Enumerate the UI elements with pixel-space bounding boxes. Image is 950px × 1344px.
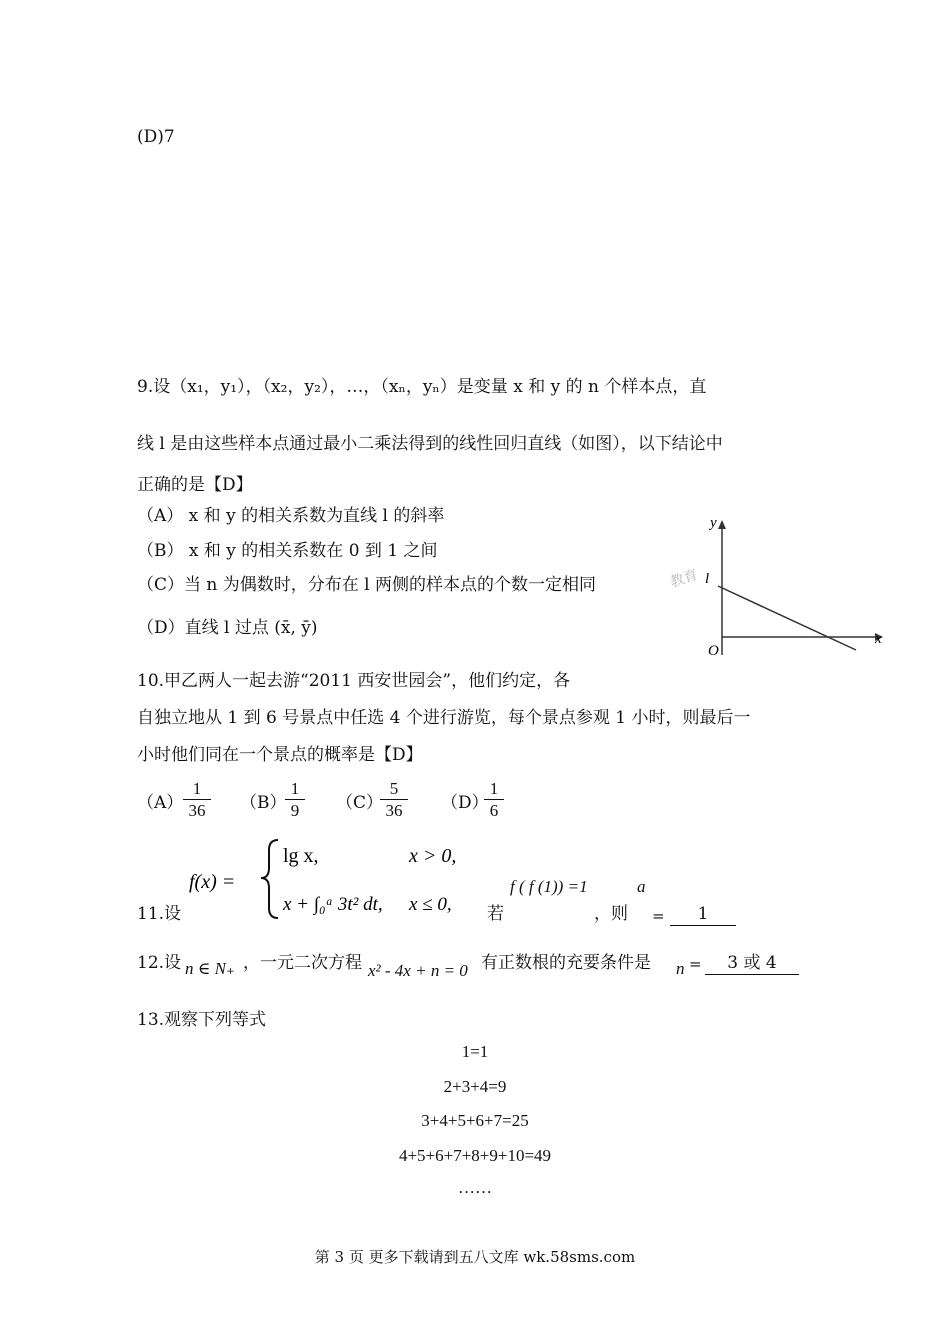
q10-stem-line1: 10.甲乙两人一起去游“2011 西安世园会”，他们约定，各 (137, 671, 571, 691)
q11-variable: a (637, 877, 646, 896)
q10-option-c-fraction: $\frac{5}{36}$ (380, 779, 408, 822)
q10-option-d-label: （D） (441, 793, 489, 813)
case-1-condition: x > 0, (409, 845, 457, 867)
q13-equation-3: 3+4+5+6+7=25 (421, 1111, 529, 1130)
origin-label: O (708, 643, 719, 659)
q10-option-b-label: （B） (240, 793, 287, 813)
y-axis-label: y (710, 515, 717, 531)
q10-option-d-fraction: $\frac{1}{6}$ (484, 779, 504, 822)
q12-variable: n (676, 959, 685, 978)
prev-option-d: (D)7 (137, 127, 175, 147)
q9-option-c: （C）当 n 为偶数时，分布在 l 两侧的样本点的个数一定相同 (137, 575, 597, 595)
piecewise-function (183, 832, 483, 924)
q9-option-d: （D）直线 l 过点 (x̄, ȳ) (137, 618, 318, 638)
q11-answer: 1 (670, 903, 736, 926)
q9-option-b: （B） x 和 y 的相关系数在 0 到 1 之间 (137, 541, 438, 561)
q10-stem-line3: 小时他们同在一个景点的概率是【D】 (137, 745, 423, 765)
case-2-expression: x + ∫₀ᵃ 3t² dt, (283, 894, 383, 915)
left-brace-icon (261, 840, 278, 918)
q9-stem-line1: 9.设（x₁，y₁），（x₂，y₂），…，（xₙ，yₙ）是变量 x 和 y 的 n 个样本点，直 (137, 377, 707, 397)
q9-option-a: （A） x 和 y 的相关系数为直线 l 的斜率 (137, 506, 445, 526)
case-2-condition: x ≤ 0, (409, 894, 452, 915)
q10-stem-line2: 自独立地从 1 到 6 号景点中任选 4 个进行游览，每个景点参观 1 小时，则最后一 (137, 708, 751, 728)
q9-stem-line3: 正确的是【D】 (137, 475, 253, 495)
q13-equation-2: 2+3+4=9 (443, 1077, 507, 1096)
q10-option-b-fraction: $\frac{1}{9}$ (285, 779, 305, 822)
y-axis-arrow-icon (718, 520, 726, 529)
line-label: l (705, 571, 710, 587)
q10-option-a-fraction: $\frac{1}{36}$ (183, 779, 211, 822)
q12-answer-blank (705, 952, 799, 975)
q12-answer: 3 或 4 (705, 952, 799, 975)
page-footer: 第 3 页 更多下载请到五八文库 wk.58sms.com (314, 1248, 636, 1266)
q12-tail: 有正数根的充要条件是 (481, 953, 651, 973)
q13-ellipsis: …… (458, 1178, 492, 1197)
q11-prefix: 11.设 (137, 904, 182, 924)
q11-condition: f ( f (1)) =1 (510, 877, 588, 896)
q12-equals: = (689, 955, 702, 973)
q11-equals: = (652, 907, 665, 925)
regression-figure (650, 515, 890, 665)
q9-stem-tail: 是变量 x 和 y 的 n 个样本点，直 (456, 377, 707, 397)
q12-mid: ，一元二次方程 (243, 953, 362, 973)
q12-equation: x² - 4x + n = 0 (368, 961, 468, 980)
function-name: f(x) = (189, 871, 236, 893)
q11-then: ，则 (594, 904, 628, 924)
q10-option-a-label: （A） (137, 793, 184, 813)
q13-equation-1: 1=1 (461, 1042, 489, 1061)
q13-equation-4: 4+5+6+7+8+9+10=49 (398, 1146, 552, 1165)
x-axis-label: x (875, 631, 882, 647)
watermark-text: 教育 (668, 566, 700, 591)
regression-line (718, 586, 856, 650)
q13-title: 13.观察下列等式 (137, 1010, 267, 1030)
case-1-expression: lg x, (283, 845, 319, 867)
q12-set: n ∈ N₊ (185, 959, 235, 978)
q10-option-c-label: （C） (336, 793, 384, 813)
q12-prefix: 12.设 (137, 953, 182, 973)
q11-if: 若 (487, 904, 504, 924)
q9-stem-line2: 线 l 是由这些样本点通过最小二乘法得到的线性回归直线（如图），以下结论中 (137, 434, 723, 454)
q11-answer-blank (670, 903, 736, 926)
